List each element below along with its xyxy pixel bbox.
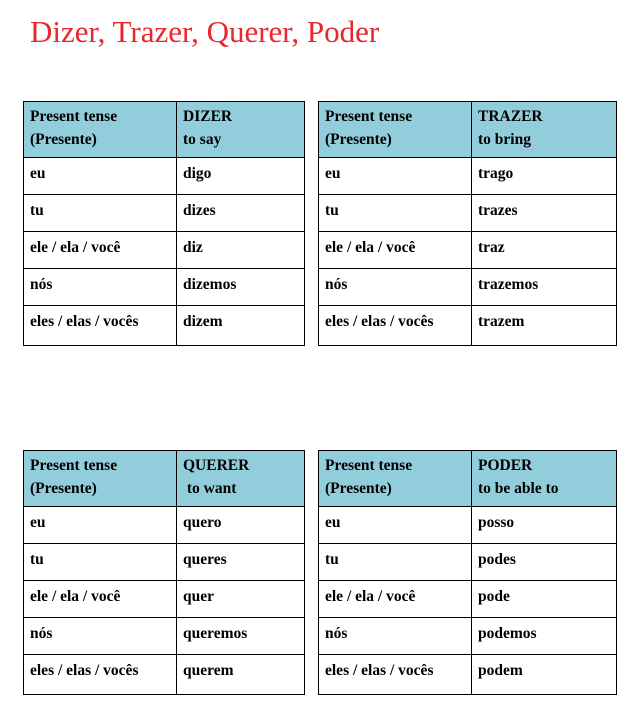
pronoun-cell: nós xyxy=(24,269,177,306)
header-verb-cell xyxy=(472,102,617,158)
verb-form-cell: dizes xyxy=(177,195,305,232)
table-header-row xyxy=(24,451,305,507)
header-verb-cell xyxy=(177,102,305,158)
verb-form-cell: queremos xyxy=(177,618,305,655)
header-tense-label: Present tense xyxy=(30,108,118,125)
header-tense-cell xyxy=(24,102,177,158)
header-verb-name: QUERER xyxy=(183,457,250,474)
pronoun-cell: eu xyxy=(319,507,472,544)
pronoun-cell: eles / elas / vocês xyxy=(319,655,472,695)
header-tense-label: Present tense xyxy=(30,457,118,474)
table-row xyxy=(319,507,617,544)
verb-form-cell: querem xyxy=(177,655,305,695)
table-row xyxy=(24,269,305,306)
pronoun-cell: nós xyxy=(319,269,472,306)
pronoun-cell: tu xyxy=(319,544,472,581)
verb-form-cell: diz xyxy=(177,232,305,269)
pronoun-cell: eu xyxy=(319,158,472,195)
table-row xyxy=(319,581,617,618)
pronoun-cell: ele / ela / você xyxy=(24,581,177,618)
table-row xyxy=(24,158,305,195)
pronoun-cell: eles / elas / vocês xyxy=(24,306,177,346)
verb-form-cell: dizemos xyxy=(177,269,305,306)
header-tense-label: Present tense xyxy=(325,108,413,125)
verb-form-cell: trazes xyxy=(472,195,617,232)
pronoun-cell: tu xyxy=(24,195,177,232)
verb-form-cell: pode xyxy=(472,581,617,618)
verb-form-cell: podemos xyxy=(472,618,617,655)
header-verb-translation: to say xyxy=(183,131,222,148)
header-tense-cell xyxy=(319,451,472,507)
conjugation-table-trazer xyxy=(318,101,617,346)
header-tense-sublabel: (Presente) xyxy=(30,131,97,148)
header-tense-sublabel: (Presente) xyxy=(325,131,392,148)
table-row xyxy=(319,655,617,695)
table-header-row xyxy=(319,451,617,507)
header-verb-translation: to be able to xyxy=(478,480,559,497)
header-verb-translation: to bring xyxy=(478,131,531,148)
page-title: Dizer, Trazer, Querer, Poder xyxy=(30,14,380,49)
header-tense-cell xyxy=(319,102,472,158)
table-row xyxy=(24,232,305,269)
verb-form-cell: podes xyxy=(472,544,617,581)
verb-form-cell: dizem xyxy=(177,306,305,346)
table-row xyxy=(319,544,617,581)
verb-form-cell: trazem xyxy=(472,306,617,346)
table-row xyxy=(319,618,617,655)
table-header-row xyxy=(24,102,305,158)
table-row xyxy=(319,306,617,346)
header-verb-translation: to want xyxy=(183,480,237,497)
conjugation-table-poder xyxy=(318,450,617,695)
table-header-row xyxy=(319,102,617,158)
header-verb-cell xyxy=(472,451,617,507)
pronoun-cell: ele / ela / você xyxy=(24,232,177,269)
pronoun-cell: eles / elas / vocês xyxy=(24,655,177,695)
table-row xyxy=(24,581,305,618)
table-row xyxy=(319,158,617,195)
pronoun-cell: tu xyxy=(319,195,472,232)
header-tense-sublabel: (Presente) xyxy=(325,480,392,497)
header-verb-name: TRAZER xyxy=(478,108,543,125)
header-tense-label: Present tense xyxy=(325,457,413,474)
header-tense-cell xyxy=(24,451,177,507)
pronoun-cell: nós xyxy=(319,618,472,655)
verb-form-cell: digo xyxy=(177,158,305,195)
verb-form-cell: traz xyxy=(472,232,617,269)
verb-form-cell: quer xyxy=(177,581,305,618)
table-row xyxy=(24,655,305,695)
pronoun-cell: nós xyxy=(24,618,177,655)
table-row xyxy=(319,269,617,306)
conjugation-table-dizer xyxy=(23,101,305,346)
pronoun-cell: ele / ela / você xyxy=(319,581,472,618)
verb-form-cell: queres xyxy=(177,544,305,581)
header-verb-name: DIZER xyxy=(183,108,233,125)
pronoun-cell: eles / elas / vocês xyxy=(319,306,472,346)
table-row xyxy=(24,544,305,581)
conjugation-table-querer xyxy=(23,450,305,695)
table-row xyxy=(24,507,305,544)
table-row xyxy=(24,618,305,655)
header-verb-cell xyxy=(177,451,305,507)
pronoun-cell: eu xyxy=(24,158,177,195)
table-row xyxy=(319,232,617,269)
header-verb-name: PODER xyxy=(478,457,533,474)
table-row xyxy=(24,195,305,232)
table-row xyxy=(24,306,305,346)
pronoun-cell: eu xyxy=(24,507,177,544)
pronoun-cell: tu xyxy=(24,544,177,581)
header-tense-sublabel: (Presente) xyxy=(30,480,97,497)
verb-form-cell: trazemos xyxy=(472,269,617,306)
verb-form-cell: podem xyxy=(472,655,617,695)
table-row xyxy=(319,195,617,232)
verb-form-cell: quero xyxy=(177,507,305,544)
pronoun-cell: ele / ela / você xyxy=(319,232,472,269)
verb-form-cell: trago xyxy=(472,158,617,195)
verb-form-cell: posso xyxy=(472,507,617,544)
